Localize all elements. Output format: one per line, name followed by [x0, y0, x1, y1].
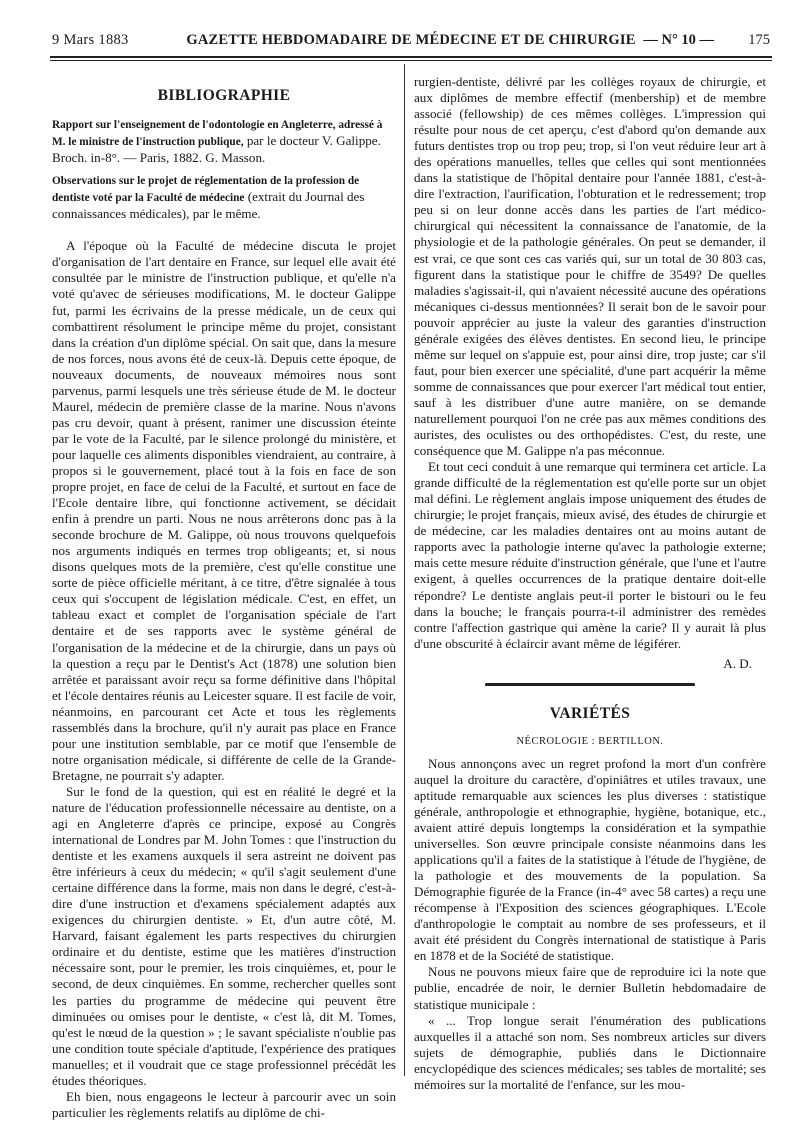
header-page-number: 175	[748, 32, 770, 48]
bibliography-entry	[52, 116, 396, 166]
right-column	[414, 74, 766, 1093]
bibliography-entry	[52, 172, 396, 222]
article-signature: A. D.	[723, 655, 752, 671]
bibliography-heading: BIBLIOGRAPHIE	[157, 87, 291, 104]
header-date: 9 Mars 1883	[52, 32, 129, 48]
header-journal-title: GAZETTE HEBDOMADAIRE DE MÉDECINE ET DE CHIRURGIE	[186, 32, 636, 48]
entry-title: Observations sur le projet de réglementation de la profession de dentiste voté par la Faculté de médecine	[52, 175, 360, 205]
entry-details: par le docteur V. Galippe. Broch. in-8°. — Paris, 1882. G. Masson.	[52, 133, 381, 166]
body-paragraph: rurgien-dentiste, délivré par les collèges royaux de chirurgie, et aux diplômes de membre effectif (menbership) et de membre associé (fellowship) de ces mêmes collèges. L'impression qui résulte pour nous de cet aperçu, c'est d'abord qu'on demande aux futurs dentistes trop ou trop peu; trop, si l'on veut réduire leur art à des opérations manuelles, telles que celles qui sont mentionnées dans la statistique de l'hôpital dentaire pour l'année 1881, c'est-à-dire l'extraction, l'aurification, l'obturation et le redressement; trop peu si on leur donne accès dans les parties de l'art médico-chirurgical qui nécessitent la connaissance de l'anatomie, de la physiologie et de la pathologie générales. On peut se demander, il est vrai, ce que sont ces cas variés qui, sur un total de 30 803 cas, figurent dans la statistique pour le chiffre de 3549? De quelles maladies s'agissait-il, qui n'avaient nécessité aucune des opérations mécaniques ci-dessus mentionnées? Il serait bon de le savoir pour pouvoir apprécier au juste la valeur des garanties d'instruction générale exigées des élèves dentistes. En second lieu, le principe même sur lequel on s'appuie est, pour ainsi dire, trop juste; car s'il faut, pour bien exercer une spécialité, d'une part acquérir la même somme de connaissances que pour exercer l'art médical tout entier, sauf à les distribuer d'une autre manière, on se demande naturellement pourquoi l'on ne crée pas aux mêmes conditions des auristes, des oculistes ou des orthopédistes. C'est, du reste, une conséquence que M. Galippe n'a pas méconnue.	[414, 74, 766, 459]
left-column	[52, 74, 396, 1121]
column-divider	[404, 64, 405, 1076]
entry-details: (extrait du Journal des connaissances médicales), par le même.	[52, 189, 365, 222]
varietes-heading: VARIÉTÉS	[549, 704, 631, 722]
necrology-subheading: NÉCROLOGIE : BERTILLON.	[516, 735, 664, 747]
section-ornament-rule	[485, 682, 695, 688]
body-paragraph: Eh bien, nous engageons le lecteur à parcourir avec un soin particulier les règlements relatifs au diplôme de chi-	[52, 1088, 396, 1120]
body-paragraph: Et tout ceci conduit à une remarque qui terminera cet article. La grande difficulté de la réglementation est qu'elle porte sur un objet mal défini. Le règlement anglais impose uniquement des études de chirurgie; le projet français, mieux avisé, des études de chirurgie et de médecine, car les maladies dentaires ont au moins autant de rapports avec la pathologie interne qu'avec la pathologie externe; mais cette mesure réduite d'instruction générale, que l'une et l'autre exigent, à quelles occurrences de la pratique dentaire doit-elle répondre? Le dentiste anglais peut-il porter le bistouri ou le feu dans la bouche; le français pourra-t-il administrer des remèdes contre l'affection gastrique qui amène la carie? Il y aurait là plus d'une obscurité à éclaircir avant même de légiférer.	[414, 459, 766, 651]
entry-title: Rapport sur l'enseignement de l'odontologie en Angleterre, adressé à M. le ministre de l'instruction publique,	[52, 119, 383, 149]
running-header	[50, 20, 772, 58]
body-paragraph: Nous ne pouvons mieux faire que de reproduire ici la note que publie, encadrée de noir, le dernier Bulletin hebdomadaire de statistique municipale :	[414, 964, 766, 1012]
body-paragraph: « ... Trop longue serait l'énumération des publications auxquelles il a attaché son nom. Ses nombreux articles sur divers sujets de démographie, publiés dans le Dictionnaire encyclopédique des sciences médicales; ses tables de mortalité; ses mémoires sur la mortalité de l'enfance, sur les mou-	[414, 1012, 766, 1092]
body-paragraph: Sur le fond de la question, qui est en réalité le degré et la nature de l'éducation professionnelle nécessaire au dentiste, on a agi en Angleterre d'après ce principe, exposé au Congrès international de Londres par M. John Tomes : que l'instruction du dentiste et les examens auxquels il sera astreint ne doivent pas être inférieurs à ceux du médecin; « qu'il s'agit seulement d'une certaine différence dans la forme, mais non dans le degré, c'est-à-dire d'une instruction et d'examens spécialement adaptés aux exigences du chirurgien dentiste. » Et, d'un autre côté, M. Harvard, faisant également les parts respectives du chirurgien ordinaire et du dentiste, estime que les matières d'instruction nécessaire sont, pour le premier, les trois cinquièmes, et, pour le second, de deux cinquièmes. En somme, rechercher quelles sont les parties du programme de médecine qui peuvent être diminuées ou omises pour le dentiste, « c'est là, dit M. Tomes, qu'est le nœud de la question » ; le savant spécialiste n'oublie pas une condition toute spéciale d'aptitude, l'expérience des pratiques manuelles; et il voudrait que ce stage professionnel précédât les études théoriques.	[52, 783, 396, 1088]
body-paragraph: Nous annonçons avec un regret profond la mort d'un confrère auquel la droiture du caractère, d'opiniâtres et utiles travaux, une aptitude remarquable aux sciences les plus diverses : statistique générale, anthropologie et ethnographie, hygiène, botanique, etc., avaient attiré depuis longtemps la considération et la sympathie universelles. Son œuvre principale consiste néanmoins dans les applications qu'il a faites de la statistique à l'étude de l'hygiène, de la pathologie et des mouvements de la population. Sa Démographie figurée de la France (in-4° avec 58 cartes) a reçu une récompense à l'Exposition des sciences géographiques. L'Ecole d'anthropologie le comptait au nombre de ses professeurs, et il avait été président du Congrès international de statistique à Paris en 1878 et de la Société de statistique.	[414, 755, 766, 964]
body-paragraph: A l'époque où la Faculté de médecine discuta le projet d'organisation de l'art dentaire en France, sur lequel elle avait été consultée par le ministre de l'instruction publique, et qu'elle n'a voté qu'avec de sérieuses modifications, M. le docteur Galippe fut, parmi les écrivains de la presse médicale, un de ceux qui combattirent résolument le principe même du projet, consistant dans la création d'un diplôme spécial. On sait que, dans la mesure de nos forces, nous avons été de ceux-là. Depuis cette époque, de nouveaux documents, de nouveaux mémoires nous sont parvenus, parmi lesquels une très sérieuse étude de M. le docteur Maurel, médecin de première classe de la marine. Nous n'avons pas cru devoir, quant à présent, ranimer une discussion éteinte par le vote de la Faculté, par le silence prolongé du ministère, et pour laquelle ces aliments disponibles viendraient, au contraire, à propos si le gouvernement, placé tout à la fois en face de son propre projet, en face de celui de la Faculté, et surtout en face de l'Ecole dentaire libre, qui fonctionne activement, se décidait enfin à prendre un parti. Nous ne nous arrêterons donc pas à la seconde brochure de M. Galippe, où nous trouvons quelquefois nos arguments indiqués en termes trop obligeants; et, si nous disons quelques mots de la première, c'est qu'elle constitue une sorte de pièce officielle méritant, à ce titre, d'être signalée à tous ceux qui s'occupent de législation médicale. C'est, en effet, un tableau exact et complet de l'organisation spéciale de l'art dentaire et de ses rapports avec le système général de l'organisation de la médecine et de la chirurgie, dans un pays où la question a reçu par le Dentist's Act (1878) une solution bien arrêtée et paraissant avoir reçu sa forme définitive dans l'hôpital et l'école dentaires réunis au Leicester square. Il est facile de voir, néanmoins, en parcourant cet Acte et tous les règlements rassemblés dans la brochure, qu'il n'y aurait pas place en France pour une institution semblable, par ce motif que l'ensemble de notre organisation médicale, si différente de celle de la Grande-Bretagne, ne pourrait s'y adapter.	[52, 238, 396, 783]
header-issue-number: — N° 10 —	[643, 32, 714, 48]
